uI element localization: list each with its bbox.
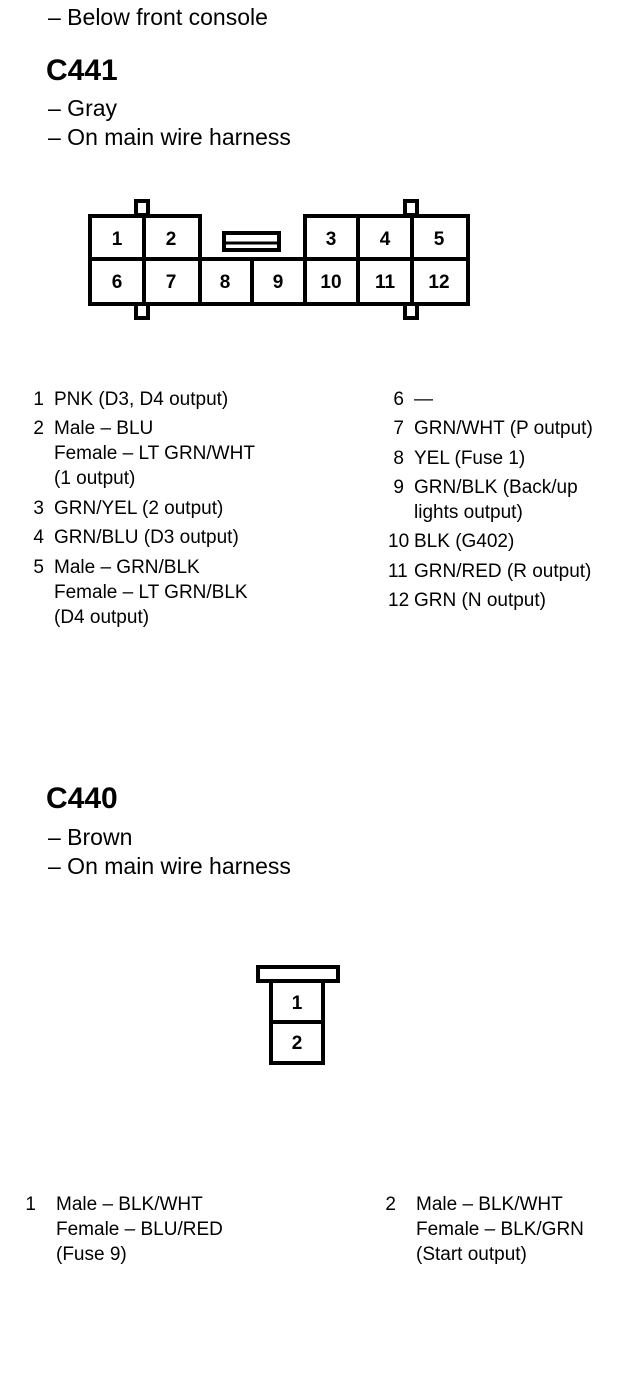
pin-number: 10: [388, 531, 410, 552]
pin-desc: Male – BLU: [54, 418, 154, 439]
c441-color: – Gray: [48, 95, 118, 121]
pin-number: 3: [33, 498, 44, 519]
pin-number: 1: [33, 389, 44, 410]
c441-cell-9: 9: [272, 272, 284, 293]
pin-desc: BLK (G402): [414, 531, 515, 552]
pin-number: 1: [25, 1194, 36, 1215]
pin-number: 2: [33, 418, 44, 439]
pin-number: 9: [393, 477, 404, 498]
pin-number: 7: [393, 418, 404, 439]
c440-cell-2: 2: [291, 1033, 303, 1054]
c441-cell-1: 1: [111, 229, 123, 250]
c441-cell-2: 2: [165, 229, 177, 250]
c441-tab-bottom-left: [136, 304, 148, 318]
c440-latch: [258, 967, 338, 981]
c441-cell-11: 11: [374, 272, 396, 293]
pin-desc: GRN (N output): [414, 590, 546, 611]
pin-desc: Female – LT GRN/BLK: [54, 582, 248, 603]
c440-harness: – On main wire harness: [48, 853, 291, 879]
c441-cell-6: 6: [111, 272, 123, 293]
pin-number: 2: [385, 1194, 396, 1215]
pin-desc: (D4 output): [54, 607, 150, 628]
pin-desc: (Start output): [416, 1244, 527, 1265]
c440-cell-1: 1: [291, 993, 303, 1014]
c441-cell-5: 5: [433, 229, 445, 250]
pin-desc: Female – LT GRN/WHT: [54, 443, 255, 464]
c441-tab-top-left: [136, 201, 148, 215]
pin-desc: GRN/BLK (Back/up: [414, 477, 578, 498]
pin-desc: Male – BLK/WHT: [416, 1194, 563, 1215]
pin-desc: (Fuse 9): [56, 1244, 127, 1265]
pin-desc: —: [414, 389, 433, 410]
pin-desc: GRN/WHT (P output): [414, 418, 593, 439]
c441-title: C441: [46, 54, 118, 87]
c441-tab-top-right: [405, 201, 417, 215]
c440-color: – Brown: [48, 824, 133, 850]
c441-harness: – On main wire harness: [48, 124, 291, 150]
pin-desc: Female – BLU/RED: [56, 1219, 223, 1240]
c441-connector: [90, 201, 468, 318]
pin-desc: Female – BLK/GRN: [416, 1219, 584, 1240]
c441-cell-8: 8: [219, 272, 231, 293]
pin-desc: YEL (Fuse 1): [414, 448, 526, 469]
c441-cell-12: 12: [428, 272, 450, 293]
pin-number: 4: [33, 527, 44, 548]
pin-desc: GRN/BLU (D3 output): [54, 527, 239, 548]
c441-cell-4: 4: [379, 229, 391, 250]
pin-desc: Male – BLK/WHT: [56, 1194, 203, 1215]
pin-desc: Male – GRN/BLK: [54, 557, 200, 578]
pin-number: 6: [393, 389, 404, 410]
pin-number: 12: [388, 590, 410, 611]
c441-cell-3: 3: [325, 229, 337, 250]
pin-desc: GRN/YEL (2 output): [54, 498, 224, 519]
c441-cell-10: 10: [320, 272, 342, 293]
pin-desc: lights output): [414, 502, 523, 523]
location-line: – Below front console: [48, 4, 268, 30]
pin-desc: (1 output): [54, 468, 136, 489]
c441-cell-7: 7: [165, 272, 177, 293]
pin-desc: PNK (D3, D4 output): [54, 389, 229, 410]
pin-desc: GRN/RED (R output): [414, 561, 592, 582]
c440-title: C440: [46, 782, 118, 815]
pin-number: 5: [33, 557, 44, 578]
c441-tab-bottom-right: [405, 304, 417, 318]
pin-number: 8: [393, 448, 404, 469]
pin-number: 11: [388, 561, 408, 582]
